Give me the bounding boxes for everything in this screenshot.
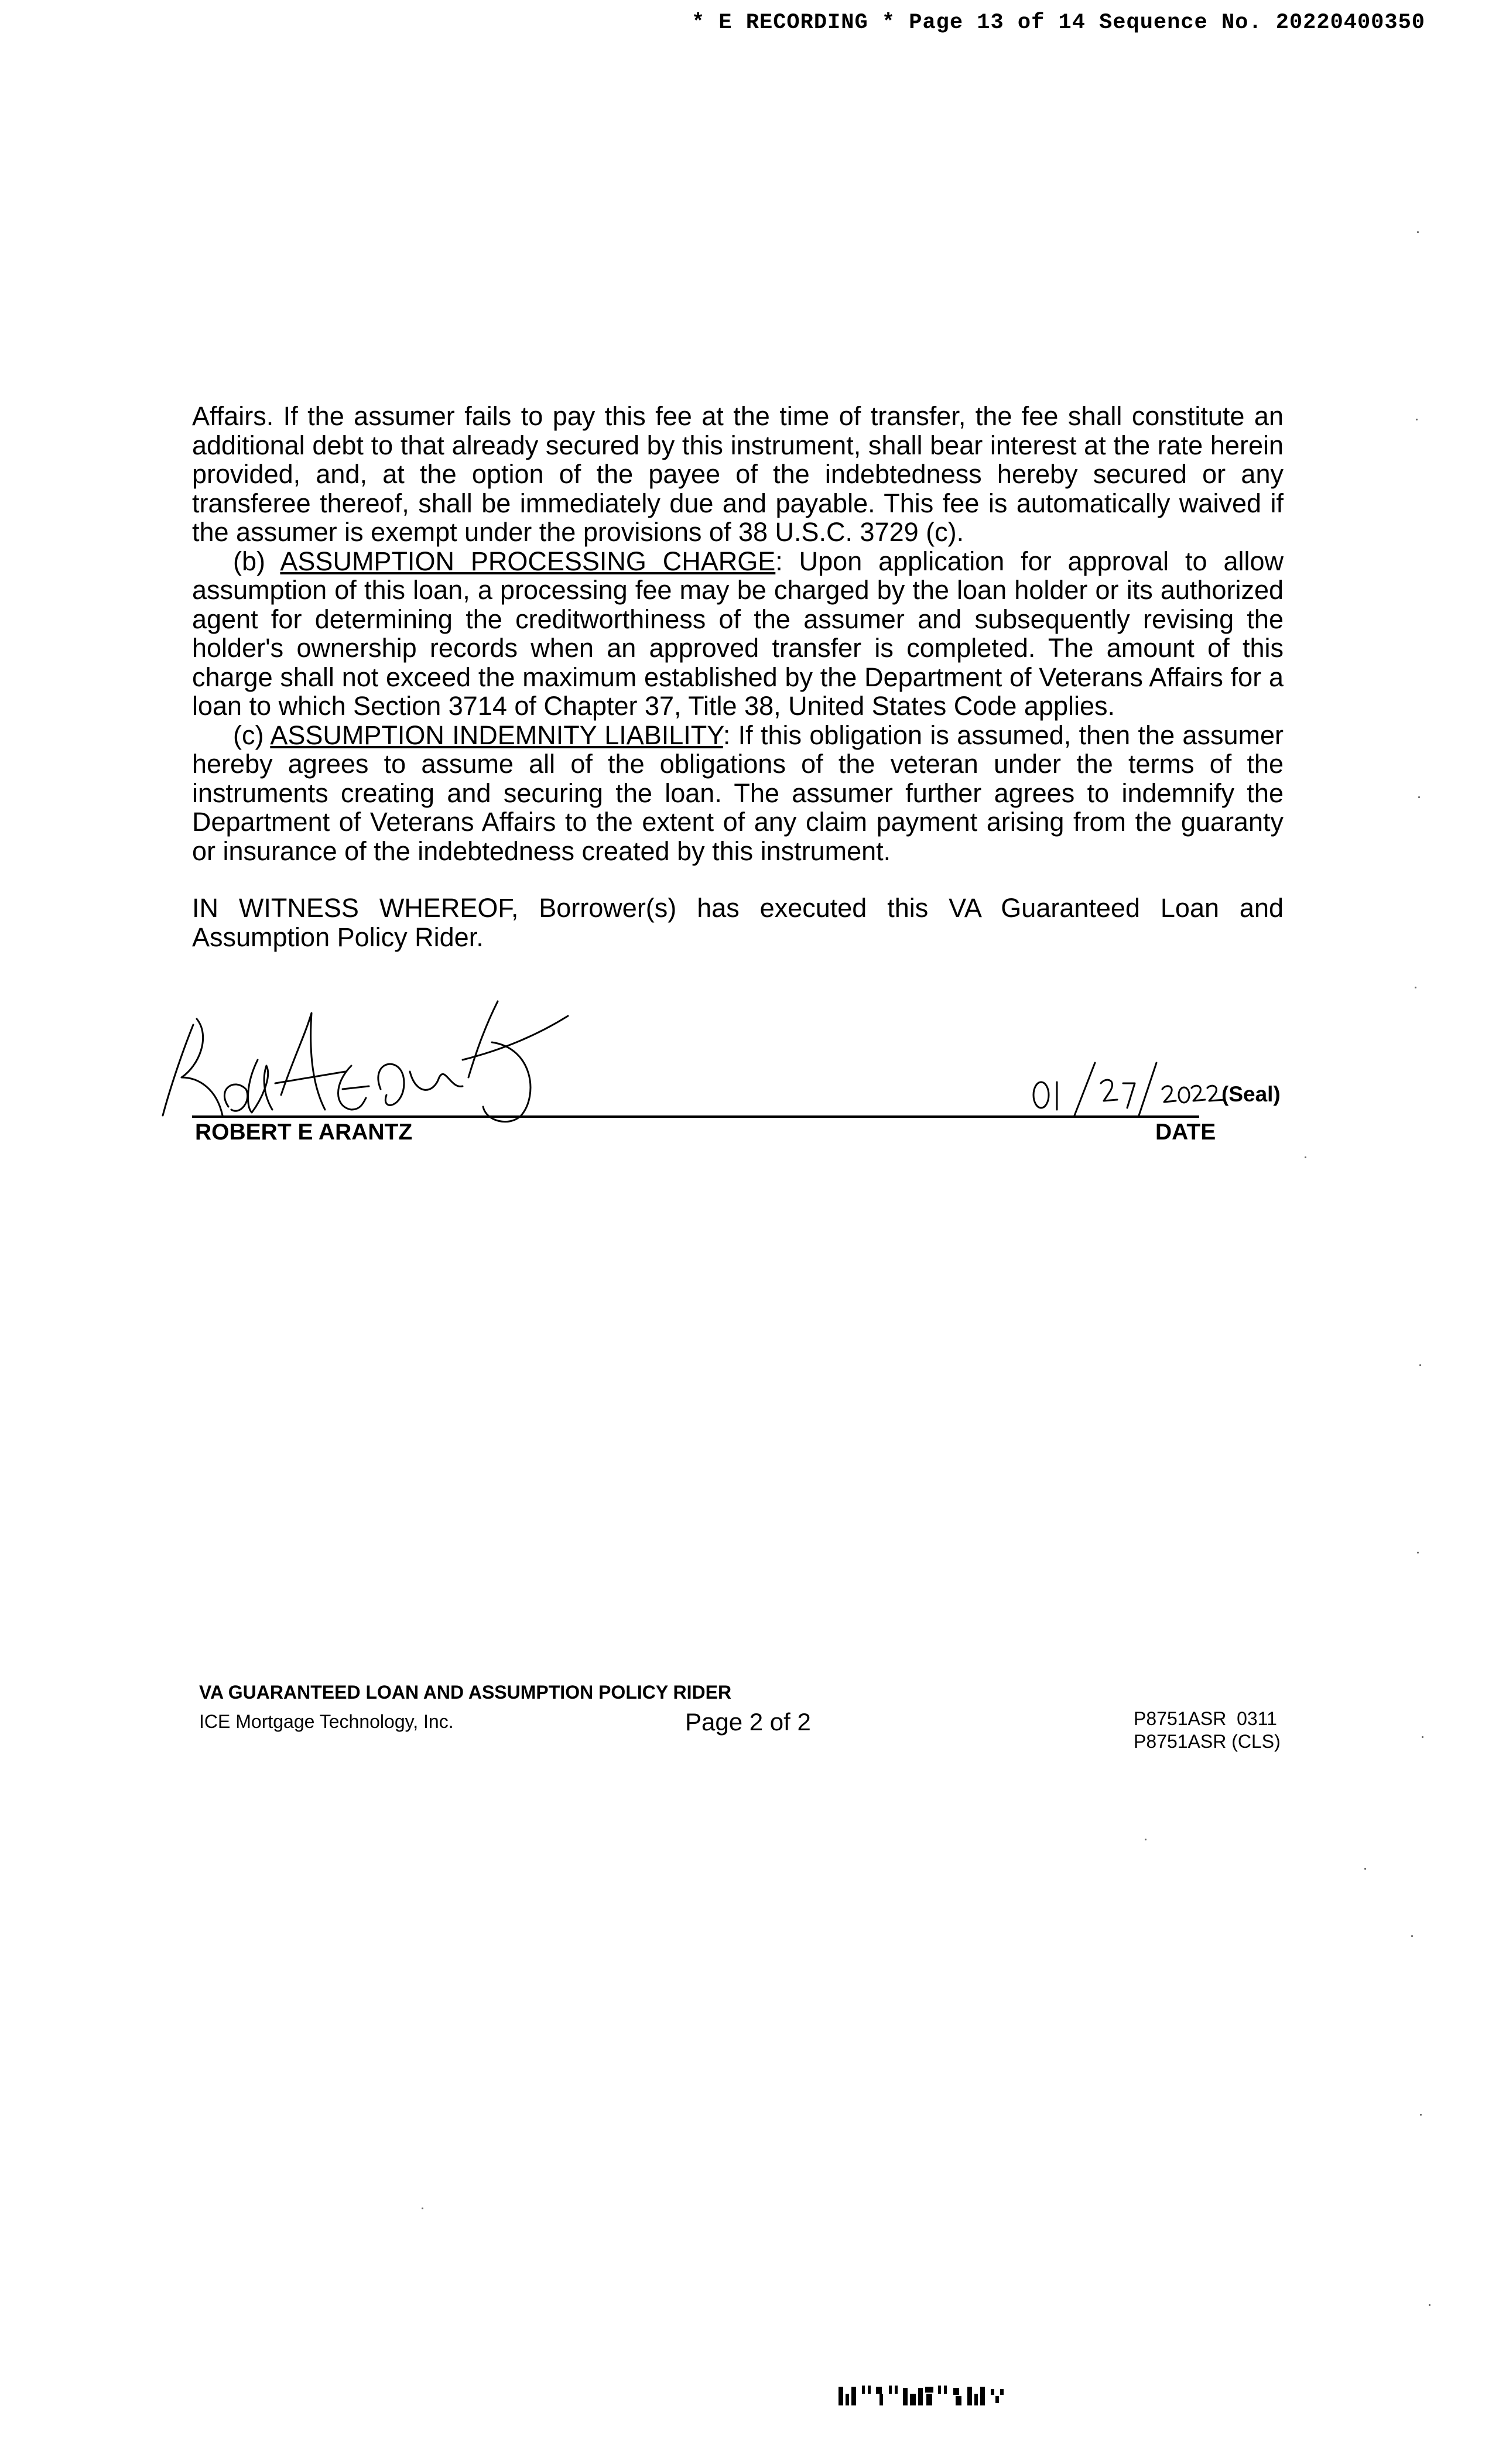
footer-company: ICE Mortgage Technology, Inc. [199,1711,454,1732]
barcode-icon [837,2381,1031,2410]
scan-speck [1364,1868,1366,1870]
paragraph-processing-charge [192,547,1284,721]
scan-speck [1416,419,1418,420]
scan-speck [1417,1552,1419,1553]
signer-name: ROBERT E ARANTZ [195,1120,413,1145]
scan-speck [1429,2304,1430,2306]
scan-speck [1415,987,1416,988]
scan-speck [1417,231,1419,233]
handwritten-date [1031,1054,1230,1124]
recording-header: * E RECORDING * Page 13 of 14 Sequence No. 20220400350 [692,11,1425,35]
heading-indemnity-liability: ASSUMPTION INDEMNITY LIABILITY [270,720,723,750]
date-label: DATE [1155,1120,1216,1145]
scan-speck [1418,796,1420,798]
heading-processing-charge: ASSUMPTION PROCESSING CHARGE [280,546,776,576]
seal-label: (Seal) [1221,1082,1281,1106]
item-c-text: : If this obligation is assumed, then the assumer hereby agrees to assume all of the obligations of the veteran under the terms of the instruments creating and securing the loan. The assumer further agrees to indemnify the Department of Veterans Affairs to the extent of any claim payment arising from the guaranty or insurance of the indebtedness created by this instrument. [192,720,1284,866]
footer-page-number: Page 2 of 2 [685,1708,811,1736]
scan-speck [1145,1839,1147,1840]
scan-speck [422,2208,423,2209]
footer-form-code-cls: P8751ASR (CLS) [1134,1731,1281,1752]
paragraph-fee: Affairs. If the assumer fails to pay this fee at the time of transfer, the fee shall constitute an additional debt to that already secured by this instrument, shall bear interest at the rate herein provided, and, at the option of the payee of the indebtedness hereby secured or any transferee thereof, shall be immediately due and payable. This fee is automatically waived if the assumer is exempt under the provisions of 38 U.S.C. 3729 (c). [192,401,1284,547]
item-c-prefix: (c) [233,720,271,750]
item-b-prefix: (b) [233,546,280,576]
scan-speck [1411,1935,1413,1937]
signature-line [192,1115,1199,1118]
footer-form-title: VA GUARANTEED LOAN AND ASSUMPTION POLICY RIDER [199,1682,732,1703]
borrower-signature [158,990,621,1142]
document-body [192,402,1284,865]
scan-speck [1305,1156,1306,1158]
item-b-text: : Upon application for approval to allow assumption of this loan, a processing fee may be charged by the loan holder or its authorized agent for determining the creditworthiness of the assumer and subsequently revising the holder's ownership records when an approved transfer is completed. The amount of this charge shall not exceed the maximum established by the Department of Veterans Affairs for a loan to which Section 3714 of Chapter 37, Title 38, United States Code applies. [192,546,1284,721]
scan-speck [1420,2114,1422,2116]
footer-form-code: P8751ASR 0311 [1134,1708,1277,1729]
paragraph-indemnity-liability [192,721,1284,866]
scan-speck [1422,1736,1423,1738]
witness-clause: IN WITNESS WHEREOF, Borrower(s) has executed this VA Guaranteed Loan and Assumption Policy Rider. [192,893,1284,952]
scan-speck [1419,1364,1421,1366]
